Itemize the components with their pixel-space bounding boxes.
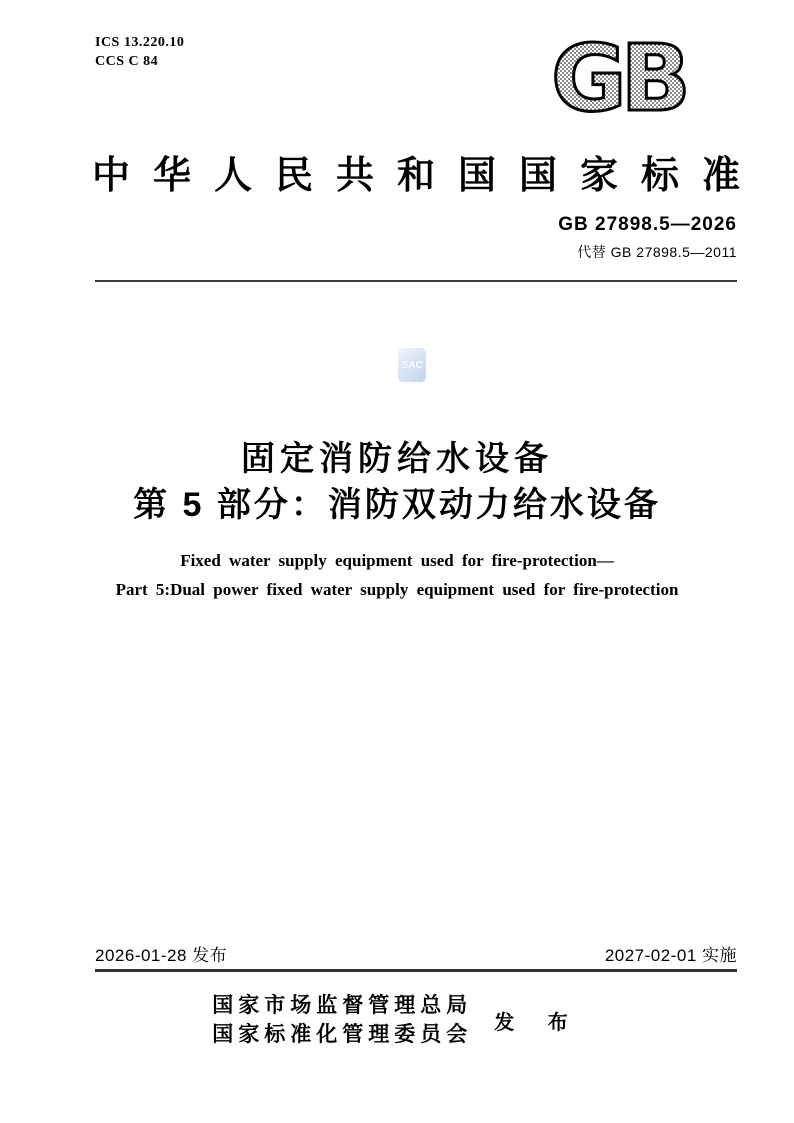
implement-date: 2027-02-01 实施 — [604, 946, 737, 965]
standard-number: GB 27898.5—2026 — [558, 214, 737, 235]
standard-title-cn-line2: 第 5 部分：消防双动力给水设备 — [133, 486, 661, 524]
dates-row — [95, 941, 737, 966]
gb-logo — [536, 34, 700, 118]
standard-title-cn-line1: 固定消防给水设备 — [241, 440, 553, 478]
issuer-names — [212, 991, 472, 1049]
replaces-note: 代替 GB 27898.5—2011 — [577, 244, 737, 260]
ics-code: ICS 13.220.10 — [95, 35, 185, 50]
ccs-code: CCS C 84 — [95, 54, 159, 69]
standard-title-en-line1: Fixed water supply equipment used for fire-protection— — [180, 551, 614, 570]
gb-logo-letters: GB — [551, 34, 685, 118]
sac-watermark-text: SAC — [401, 359, 423, 371]
classification-codes — [95, 33, 184, 71]
issuer-line2: 国家标准化管理委员会 — [212, 1022, 473, 1046]
page-title: 中华人民共和国国家标准 — [92, 155, 740, 197]
top-divider — [95, 280, 737, 282]
issue-date: 2026-01-28 发布 — [95, 946, 228, 965]
issuer-line1: 国家市场监督管理总局 — [212, 993, 473, 1017]
sac-watermark — [398, 348, 426, 382]
issuer-block — [0, 991, 794, 1049]
standard-title-en-line2: Part 5:Dual power fixed water supply equipment used for fire-protection — [115, 580, 679, 599]
bottom-divider — [95, 969, 737, 972]
publish-label: 发 布 — [494, 1011, 582, 1034]
